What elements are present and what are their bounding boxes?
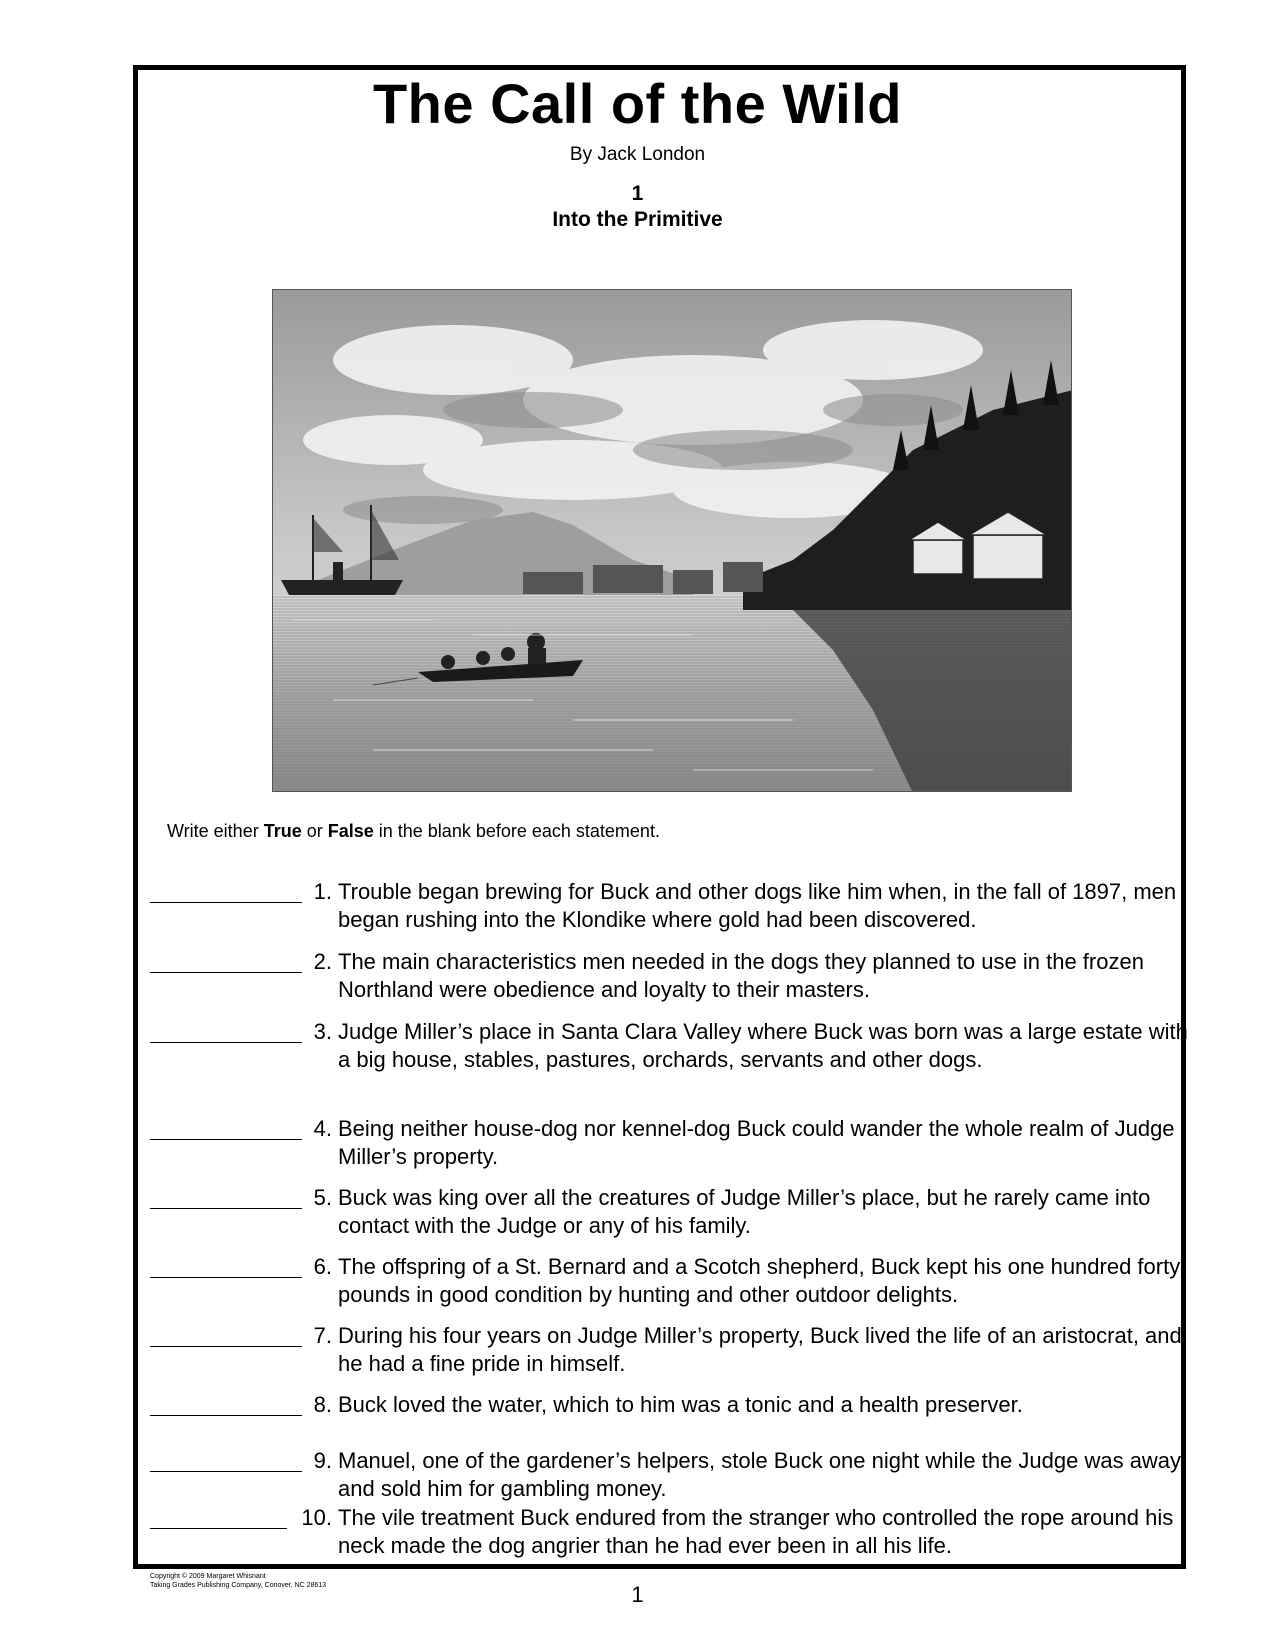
question-item [150,1504,1190,1560]
answer-blank[interactable] [150,1115,302,1140]
answer-blank[interactable] [150,1322,302,1347]
author-line: By Jack London [569,144,706,165]
answer-blank[interactable] [150,1253,302,1278]
question-text: Buck was king over all the creatures of Judge Miller’s place, but he rarely came into contact with the Judge or any of his family. [338,1185,1151,1238]
instructions: Write either True or False in the blank before each statement. [167,821,660,841]
question-item [150,1322,1190,1378]
question-number: 1. [313,879,332,904]
publisher-line: Taking Grades Publishing Company, Conover, NC 28613 [150,1582,327,1589]
false-word: False [327,821,374,841]
question-number: 5. [313,1185,332,1210]
harbor-illustration [272,289,1072,792]
answer-blank[interactable] [150,1391,302,1416]
book-title: The Call of the Wild [372,72,903,135]
answer-blank[interactable] [150,878,302,903]
copyright-line: Copyright © 2009 Margaret Whisnant [150,1573,266,1580]
true-word: True [263,821,302,841]
question-text: Trouble began brewing for Buck and other dogs like him when, in the fall of 1897, men began rushing into the Klondike where gold had been discovered. [338,879,1177,932]
question-number: 4. [313,1116,332,1141]
chapter-number: 1 [631,182,644,205]
question-number: 10. [301,1505,332,1530]
question-item [150,948,1190,1004]
question-text: Buck loved the water, which to him was a tonic and a health preserver. [338,1392,1023,1417]
question-number: 2. [313,949,332,974]
question-text: The vile treatment Buck endured from the stranger who controlled the rope around his neck made the dog angrier than he had ever been in all his life. [338,1505,1174,1558]
question-item [150,1018,1190,1074]
answer-blank[interactable] [150,1018,302,1043]
answer-blank[interactable] [150,1504,287,1529]
page-number: 1 [631,1582,644,1607]
answer-blank[interactable] [150,948,302,973]
question-number: 3. [313,1019,332,1044]
question-text: During his four years on Judge Miller’s property, Buck lived the life of an aristocrat, and he had a fine pride in himself. [338,1323,1182,1376]
answer-blank[interactable] [150,1447,302,1472]
question-item [150,1447,1190,1503]
chapter-title: Into the Primitive [552,208,723,231]
question-text: Manuel, one of the gardener’s helpers, stole Buck one night while the Judge was away and sold him for gambling money. [338,1448,1182,1501]
question-item [150,1115,1190,1171]
question-text: Being neither house-dog nor kennel-dog Buck could wander the whole realm of Judge Miller’s property. [338,1116,1175,1169]
question-text: Judge Miller’s place in Santa Clara Valley where Buck was born was a large estate with a big house, stables, pastures, orchards, servants and other dogs. [338,1019,1188,1072]
question-number: 6. [313,1254,332,1279]
answer-blank[interactable] [150,1184,302,1209]
question-item [150,878,1190,934]
question-item [150,1253,1190,1309]
question-item [150,1184,1190,1240]
question-number: 8. [313,1392,332,1417]
question-text: The main characteristics men needed in the dogs they planned to use in the frozen Northland were obedience and loyalty to their masters. [338,949,1144,1002]
question-text: The offspring of a St. Bernard and a Scotch shepherd, Buck kept his one hundred forty pounds in good condition by hunting and other outdoor delights. [338,1254,1181,1307]
question-item [150,1391,1190,1419]
question-number: 7. [313,1323,332,1348]
question-number: 9. [313,1448,332,1473]
